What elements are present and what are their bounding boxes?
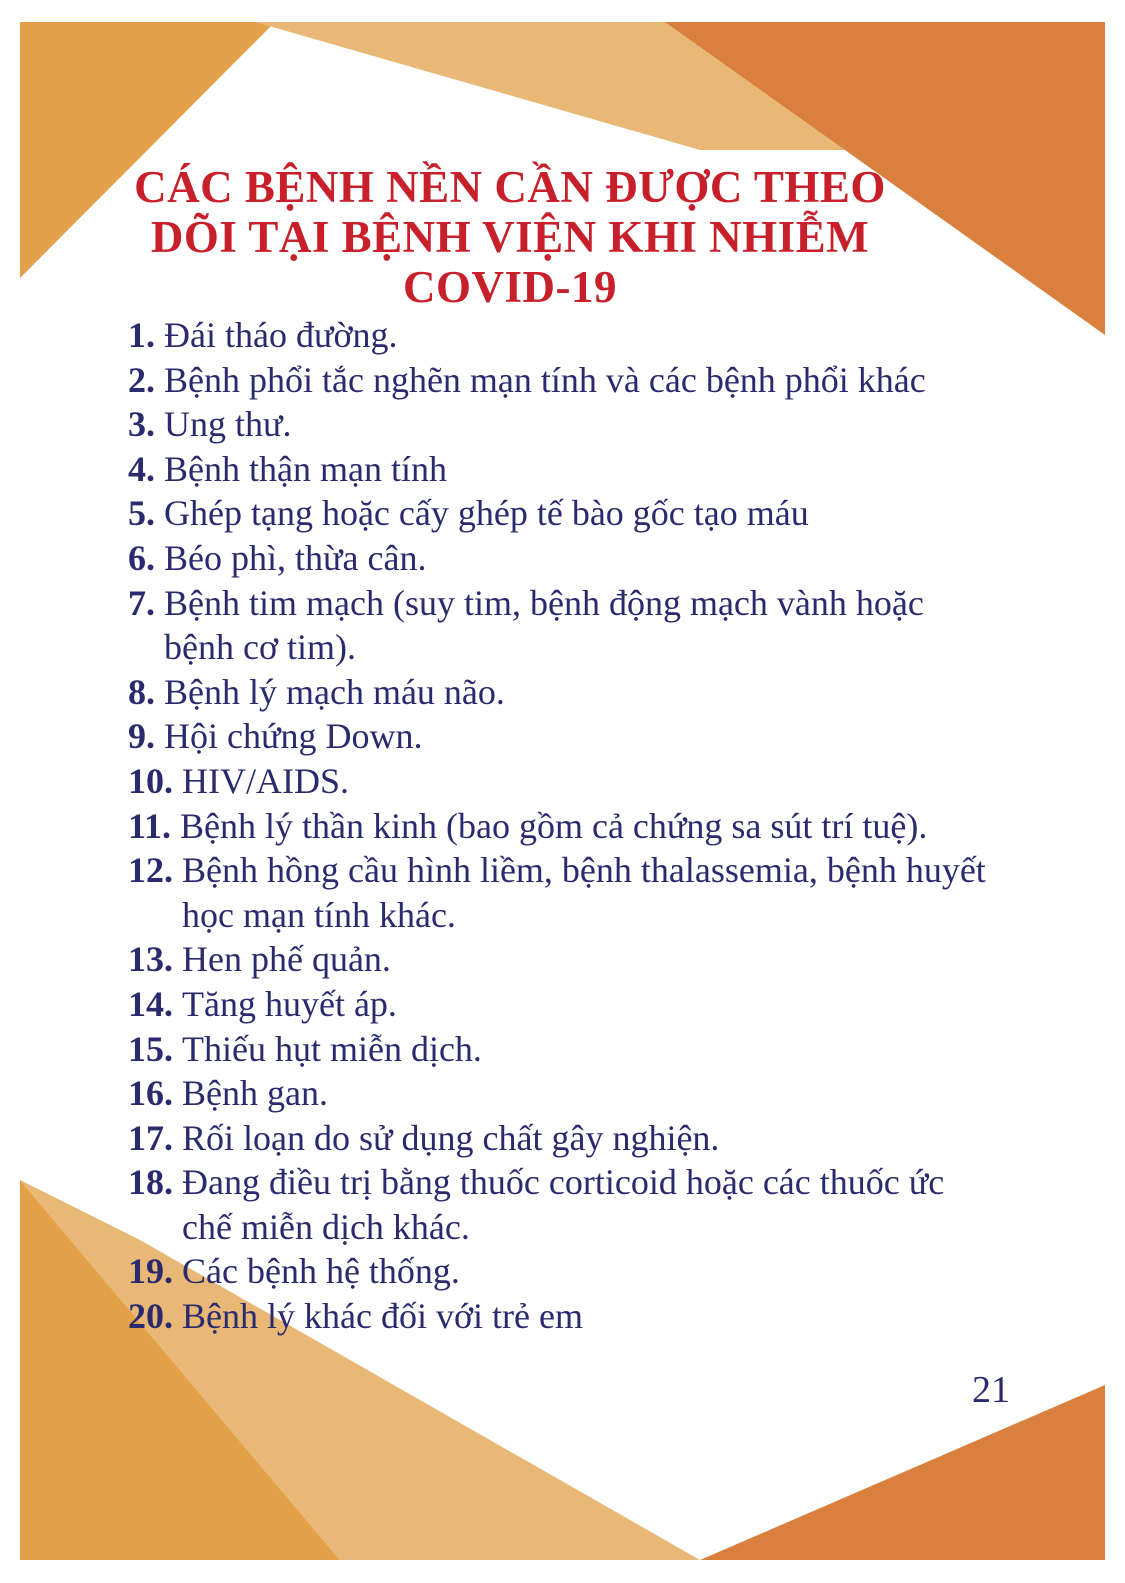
item-text: Bệnh phổi tắc nghẽn mạn tính và các bệnh phổi khác — [164, 359, 926, 400]
title-line-1: CÁC BỆNH NỀN CẦN ĐƯỢC THEO — [134, 162, 886, 212]
list-item — [128, 759, 1028, 804]
item-number: 16. — [128, 1073, 173, 1114]
list-item — [128, 491, 1028, 536]
item-text: Ghép tạng hoặc cấy ghép tế bào gốc tạo máu — [164, 493, 809, 534]
list-item — [128, 447, 1028, 492]
item-number: 14. — [128, 983, 173, 1024]
list-item — [128, 402, 1028, 447]
list-item — [128, 536, 1028, 581]
item-text: Bệnh lý thần kinh (bao gồm cả chứng sa sút trí tuệ). — [180, 805, 928, 846]
item-text: Các bệnh hệ thống. — [182, 1251, 460, 1292]
item-text: HIV/AIDS. — [182, 760, 349, 801]
item-text: Bệnh gan. — [182, 1073, 328, 1114]
item-number: 20. — [128, 1296, 173, 1337]
item-text: Bệnh hồng cầu hình liềm, bệnh thalassemia, bệnh huyết học mạn tính khác. — [182, 850, 986, 935]
item-number: 7. — [128, 582, 155, 623]
condition-list — [128, 313, 1028, 1339]
list-item — [128, 1027, 1028, 1072]
list-item — [128, 1249, 1028, 1294]
item-text: Đang điều trị bằng thuốc corticoid hoặc các thuốc ức chế miễn dịch khác. — [182, 1162, 945, 1247]
page-title — [110, 162, 910, 312]
item-text: Thiếu hụt miễn dịch. — [182, 1028, 482, 1069]
item-number: 19. — [128, 1251, 173, 1292]
list-item — [128, 804, 1028, 849]
item-number: 18. — [128, 1162, 173, 1203]
page-number: 21 — [972, 1369, 1010, 1411]
bg-shape-bottom-right — [700, 1385, 1105, 1560]
item-text: Đái tháo đường. — [164, 315, 398, 355]
item-text: Bệnh lý khác đối với trẻ em — [182, 1296, 583, 1337]
list-item — [128, 1116, 1028, 1161]
item-number: 3. — [128, 404, 155, 445]
item-number: 8. — [128, 671, 155, 712]
item-number: 12. — [128, 850, 173, 891]
item-number: 4. — [128, 448, 155, 489]
item-text: Ung thư. — [164, 404, 292, 445]
list-item — [128, 714, 1028, 759]
item-text: Hen phế quản. — [182, 939, 391, 980]
item-number: 15. — [128, 1028, 173, 1069]
list-item — [128, 313, 1028, 358]
list-item — [128, 937, 1028, 982]
item-number: 6. — [128, 537, 155, 578]
item-text: Tăng huyết áp. — [182, 983, 397, 1024]
item-number: 1. — [128, 315, 155, 355]
item-text: Hội chứng Down. — [164, 716, 423, 757]
list-item — [128, 1294, 1028, 1339]
list-item — [128, 848, 1028, 937]
title-line-2: DÕI TẠI BỆNH VIỆN KHI NHIỄM — [150, 212, 870, 262]
item-text: Bệnh thận mạn tính — [164, 448, 447, 489]
item-number: 10. — [128, 760, 173, 801]
item-number: 17. — [128, 1117, 173, 1158]
item-number: 13. — [128, 939, 173, 980]
list-item — [128, 581, 1028, 670]
item-number: 2. — [128, 359, 155, 400]
list-item — [128, 982, 1028, 1027]
item-number: 5. — [128, 493, 155, 534]
list-item — [128, 1160, 1028, 1249]
title-line-3: COVID-19 — [403, 262, 617, 312]
item-text: Bệnh tim mạch (suy tim, bệnh động mạch vành hoặc bệnh cơ tim). — [164, 582, 924, 668]
item-text: Rối loạn do sử dụng chất gây nghiện. — [182, 1117, 720, 1158]
item-number: 11. — [128, 805, 172, 846]
item-text: Bệnh lý mạch máu não. — [164, 671, 505, 712]
list-item — [128, 1071, 1028, 1116]
list-item — [128, 670, 1028, 715]
item-text: Béo phì, thừa cân. — [164, 537, 427, 578]
item-number: 9. — [128, 716, 155, 757]
list-item — [128, 358, 1028, 403]
